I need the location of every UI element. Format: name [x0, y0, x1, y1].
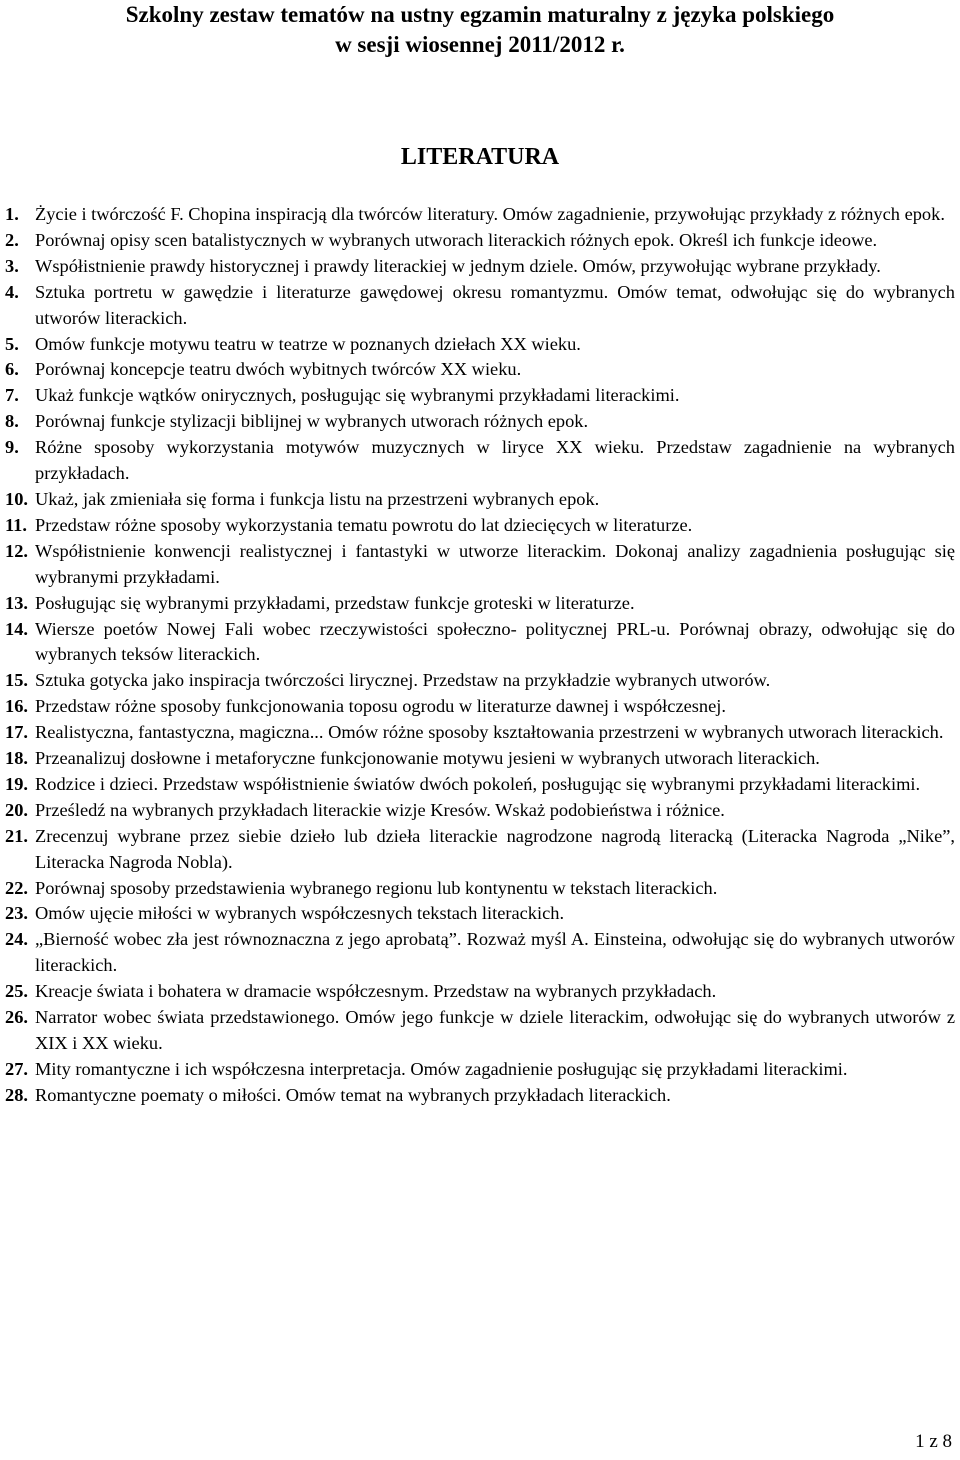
topic-text: „Bierność wobec zła jest równoznaczna z jego aprobatą”. Rozważ myśl A. Einsteina, odwołując się do wybranych utworów literackich. [35, 929, 955, 976]
topic-number: 3. [5, 255, 19, 276]
topic-item [5, 798, 955, 824]
topic-item [5, 435, 955, 487]
topic-item [5, 720, 955, 746]
topic-item [5, 254, 955, 280]
topic-text: Przedstaw różne sposoby wykorzystania tematu powrotu do lat dziecięcych w literaturze. [35, 514, 693, 535]
topic-item [5, 979, 955, 1005]
topic-number: 12. [5, 540, 28, 561]
topic-item [5, 1057, 955, 1083]
topic-text: Sztuka gotycka jako inspiracja twórczości lirycznej. Przedstaw na przykładzie wybranych utworów. [35, 670, 771, 691]
topic-item [5, 668, 955, 694]
topic-number: 2. [5, 229, 19, 250]
topic-text: Porównaj opisy scen batalistycznych w wybranych utworach literackich różnych epok. Określ ich funkcje ideowe. [35, 229, 878, 250]
topic-number: 21. [5, 825, 28, 846]
topic-text: Realistyczna, fantastyczna, magiczna... Omów różne sposoby kształtowania przestrzeni w wybranych utworach literackich. [35, 722, 944, 743]
topic-item [5, 332, 955, 358]
topic-number: 20. [5, 799, 28, 820]
topic-number: 14. [5, 618, 28, 639]
topic-text: Narrator wobec świata przedstawionego. Omów jego funkcje w dziele literackim, odwołując się do wybranych utworów z XIX i XX wieku. [35, 1007, 955, 1053]
topic-item [5, 1005, 955, 1057]
topic-number: 16. [5, 696, 28, 717]
topic-number: 26. [5, 1007, 28, 1028]
topic-number: 27. [5, 1058, 28, 1079]
topic-number: 9. [5, 437, 19, 458]
topic-number: 25. [5, 981, 28, 1002]
topic-text: Współistnienie konwencji realistycznej i fantastyki w utworze literackim. Dokonaj analizy zagadnienia posługując się wybranymi przykładami. [35, 540, 955, 587]
topic-item [5, 876, 955, 902]
topic-text: Romantyczne poematy o miłości. Omów temat na wybranych przykładach literackich. [35, 1084, 671, 1105]
topic-text: Porównaj sposoby przedstawienia wybranego regionu lub kontynentu w tekstach literackich. [35, 877, 718, 898]
topic-number: 11. [5, 514, 27, 535]
topic-number: 17. [5, 722, 28, 743]
topic-item [5, 513, 955, 539]
topic-number: 10. [5, 488, 28, 509]
topic-item [5, 383, 955, 409]
topic-text: Posługując się wybranymi przykładami, przedstaw funkcje groteski w literaturze. [35, 592, 635, 613]
topic-item [5, 746, 955, 772]
topic-text: Wiersze poetów Nowej Fali wobec rzeczywistości społeczno- politycznej PRL-u. Porównaj obrazy, odwołując się do wybranych teksów literackich. [35, 618, 955, 665]
document-title [0, 0, 960, 60]
topic-number: 18. [5, 748, 28, 769]
topic-item [5, 228, 955, 254]
topic-number: 13. [5, 592, 28, 613]
topic-number: 23. [5, 903, 28, 924]
topic-text: Prześledź na wybranych przykładach literackie wizje Kresów. Wskaż podobieństwa i różnice. [35, 799, 725, 820]
topic-text: Omów ujęcie miłości w wybranych współczesnych tekstach literackich. [35, 903, 565, 924]
topic-number: 7. [5, 385, 19, 406]
topic-number: 24. [5, 929, 28, 950]
topic-item [5, 357, 955, 383]
topic-text: Ukaż funkcje wątków onirycznych, posługując się wybranymi przykładami literackimi. [35, 385, 680, 406]
topic-text: Zrecenzuj wybrane przez siebie dzieło lub dzieła literackie nagrodzone nagrodą literacką (Literacka Nagroda „Nike”, Literacka Nagroda Nobla). [35, 825, 955, 872]
document-title-line-1: Szkolny zestaw tematów na ustny egzamin maturalny z języka polskiego [125, 2, 835, 27]
topic-text: Porównaj funkcje stylizacji biblijnej w wybranych utworach różnych epok. [35, 411, 589, 432]
topic-item [5, 487, 955, 513]
page-number: 1 z 8 [915, 1431, 952, 1452]
topic-list [5, 202, 955, 1109]
topic-text: Ukaż, jak zmieniała się forma i funkcja listu na przestrzeni wybranych epok. [35, 488, 600, 509]
topic-number: 15. [5, 670, 28, 691]
topic-item [5, 409, 955, 435]
topic-item [5, 202, 955, 228]
topic-text: Omów funkcje motywu teatru w teatrze w poznanych dziełach XX wieku. [35, 333, 581, 354]
topic-text: Różne sposoby wykorzystania motywów muzycznych w liryce XX wieku. Przedstaw zagadnienie na wybranych przykładach. [35, 437, 955, 484]
topic-text: Współistnienie prawdy historycznej i prawdy literackiej w jednym dziele. Omów, przywołując wybrane przykłady. [35, 255, 881, 276]
topic-item [5, 591, 955, 617]
topic-number: 1. [5, 204, 19, 224]
topic-number: 4. [5, 281, 19, 302]
topic-text: Przedstaw różne sposoby funkcjonowania toposu ogrodu w literaturze dawnej i współczesnej. [35, 696, 726, 717]
section-heading: LITERATURA [400, 144, 560, 170]
topic-text: Kreacje świata i bohatera w dramacie współczesnym. Przedstaw na wybranych przykładach. [35, 981, 717, 1002]
topic-number: 6. [5, 359, 19, 380]
topic-text: Porównaj koncepcje teatru dwóch wybitnych twórców XX wieku. [35, 359, 522, 380]
topic-item [5, 280, 955, 332]
topic-number: 28. [5, 1084, 28, 1105]
topic-text: Rodzice i dzieci. Przedstaw współistnienie światów dwóch pokoleń, posługując się wybranymi przykładami literackimi. [35, 773, 921, 794]
topic-item [5, 617, 955, 669]
topic-item [5, 539, 955, 591]
topic-text: Życie i twórczość F. Chopina inspiracją dla twórców literatury. Omów zagadnienie, przywołując przykłady z różnych epok. [35, 204, 945, 224]
document-title-line-2: w sesji wiosennej 2011/2012 r. [335, 32, 625, 57]
topic-number: 22. [5, 877, 28, 898]
topic-number: 5. [5, 333, 19, 354]
topic-item [5, 772, 955, 798]
topic-item [5, 694, 955, 720]
topic-text: Sztuka portretu w gawędzie i literaturze gawędowej okresu romantyzmu. Omów temat, odwołując się do wybranych utworów literackich. [35, 281, 955, 328]
topic-item [5, 901, 955, 927]
topic-item [5, 927, 955, 979]
topic-text: Mity romantyczne i ich współczesna interpretacja. Omów zagadnienie posługując się przykładami literackimi. [35, 1058, 848, 1079]
topic-number: 19. [5, 773, 28, 794]
topic-number: 8. [5, 411, 19, 432]
topic-item [5, 1083, 955, 1109]
topic-item [5, 824, 955, 876]
topic-text: Przeanalizuj dosłowne i metaforyczne funkcjonowanie motywu jesieni w wybranych utworach literackich. [35, 748, 820, 769]
